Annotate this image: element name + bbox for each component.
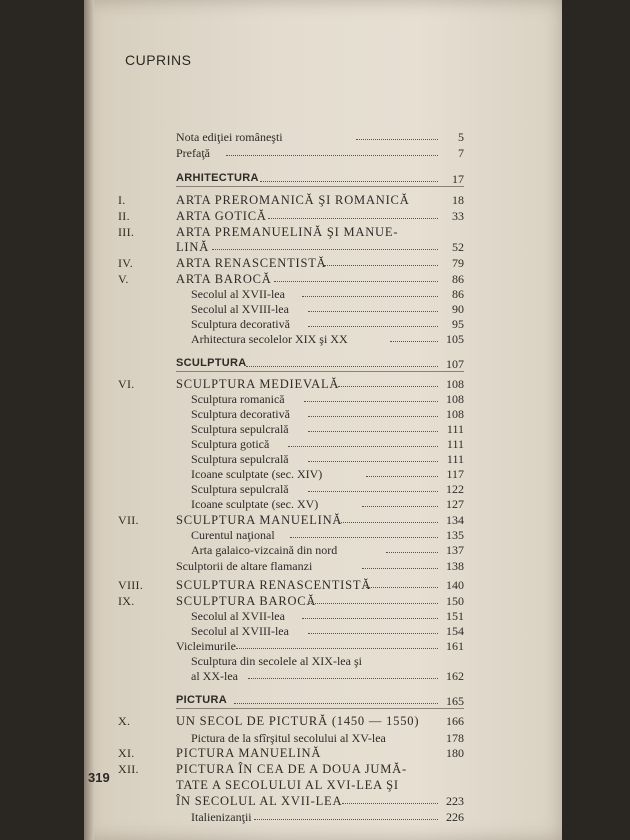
toc-entry (118, 609, 464, 625)
toc-leader-dots (308, 311, 438, 312)
toc-entry (118, 467, 464, 483)
toc-entry (118, 377, 464, 393)
toc-leader-dots (308, 461, 438, 462)
toc-leader-dots (338, 522, 438, 523)
toc-entry-page: 180 (446, 746, 464, 760)
toc-entry-label: Arhitectura secolelor XIX şi XX (191, 332, 348, 346)
toc-entry-page: 108 (446, 407, 464, 421)
toc-leader-dots (288, 446, 438, 447)
toc-entry-label: Italienizanţii (191, 810, 252, 824)
toc-entry-page: 165 (446, 694, 464, 708)
toc-leader-dots (304, 401, 438, 402)
toc-entry (118, 302, 464, 318)
toc-leader-dots (246, 366, 438, 367)
toc-entry-number: II. (118, 209, 130, 223)
toc-entry (118, 731, 464, 747)
toc-entry-label: SCULPTURA BAROCĂ (176, 594, 317, 608)
toc-entry-page: 140 (446, 578, 464, 592)
toc-leader-dots (226, 155, 438, 156)
toc-entry-label: al XX-lea (191, 669, 238, 683)
toc-leader-dots (308, 491, 438, 492)
toc-entry-label: Arta galaico-vizcaină din nord (191, 543, 338, 557)
toc-entry-label: Nota ediţiei româneşti (176, 130, 283, 144)
table-of-contents (118, 0, 464, 840)
toc-entry (118, 624, 464, 640)
toc-entry (118, 497, 464, 513)
toc-leader-dots (308, 431, 438, 432)
toc-entry (118, 669, 464, 685)
toc-entry (118, 209, 464, 225)
toc-entry-label: ARTA PREMANUELINĂ ŞI MANUE- (176, 225, 399, 239)
toc-entry-page: 52 (452, 240, 464, 254)
toc-entry-label: Vicleimurile (176, 639, 236, 653)
toc-entry (118, 193, 464, 209)
toc-entry-page: 134 (446, 513, 464, 527)
toc-leader-dots (212, 249, 438, 250)
toc-entry (118, 639, 464, 655)
toc-entry-page: 33 (452, 209, 464, 223)
toc-entry (118, 240, 464, 256)
toc-leader-dots (386, 552, 438, 553)
toc-leader-dots (268, 218, 438, 219)
toc-entry-number: VI. (118, 377, 135, 391)
book-gutter (84, 0, 94, 840)
toc-entry (118, 437, 464, 453)
toc-entry-page: 111 (446, 452, 464, 466)
toc-entry-page: 18 (452, 193, 464, 207)
toc-leader-dots (274, 281, 438, 282)
toc-entry-page: 105 (446, 332, 464, 346)
toc-entry-page: 5 (458, 130, 464, 144)
toc-entry-label: Sculptura sepulcrală (191, 452, 289, 466)
toc-leader-dots (254, 819, 438, 820)
toc-entry-number: VIII. (118, 578, 144, 592)
toc-entry-label: Sculptura din secolele al XIX-lea şi (191, 654, 362, 668)
toc-entry-label: Sculptura romanică (191, 392, 285, 406)
toc-entry-page: 86 (452, 272, 464, 286)
toc-entry-label: Sculptura decorativă (191, 407, 290, 421)
toc-leader-dots (302, 296, 438, 297)
toc-entry-label: PICTURA ÎN CEA DE A DOUA JUMĂ- (176, 762, 407, 776)
toc-leader-dots (308, 603, 438, 604)
toc-entry-label: SCULPTURA MEDIEVALĂ (176, 377, 340, 391)
toc-leader-dots (308, 326, 438, 327)
toc-leader-dots (338, 386, 438, 387)
toc-entry-label: ARHITECTURA (176, 172, 259, 184)
toc-entry (118, 778, 464, 794)
toc-entry-number: XI. (118, 746, 135, 760)
toc-entry-page: 111 (446, 422, 464, 436)
toc-entry (118, 513, 464, 529)
toc-leader-dots (308, 633, 438, 634)
toc-entry-number: I. (118, 193, 126, 207)
toc-entry (118, 317, 464, 333)
toc-entry-page: 151 (446, 609, 464, 623)
page-number: 319 (88, 770, 110, 785)
toc-entry (118, 714, 464, 730)
toc-entry-label: Secolul al XVII-lea (191, 287, 285, 301)
toc-leader-dots (362, 506, 438, 507)
toc-entry-page: 111 (446, 437, 464, 451)
toc-entry-label: TATE A SECOLULUI AL XVI-LEA ŞI (176, 778, 399, 792)
toc-entry (118, 407, 464, 423)
toc-entry (118, 482, 464, 498)
toc-leader-dots (362, 568, 438, 569)
toc-entry-page: 135 (446, 528, 464, 542)
toc-entry-label: UN SECOL DE PICTURĂ (1450 — 1550) (176, 714, 420, 728)
toc-entry-label: LINĂ (176, 240, 210, 254)
toc-entry-label: Prefaţă (176, 146, 210, 160)
toc-entry-page: 178 (446, 731, 464, 745)
toc-entry (118, 146, 464, 162)
toc-leader-dots (302, 618, 438, 619)
toc-entry-page: 127 (446, 497, 464, 511)
section-rule (176, 371, 464, 372)
toc-entry-page: 7 (458, 146, 464, 160)
toc-entry-page: 95 (452, 317, 464, 331)
toc-entry (118, 810, 464, 826)
toc-entry-number: XII. (118, 762, 139, 776)
toc-entry-label: Sculptorii de altare flamanzi (176, 559, 313, 573)
toc-entry-number: X. (118, 714, 131, 728)
toc-entry-label: Secolul al XVIII-lea (191, 302, 289, 316)
toc-entry-number: V. (118, 272, 129, 286)
toc-entry-page: 108 (446, 392, 464, 406)
toc-leader-dots (342, 803, 438, 804)
toc-entry-label: ÎN SECOLUL AL XVII-LEA (176, 794, 343, 808)
toc-entry-page: 90 (452, 302, 464, 316)
toc-entry (118, 332, 464, 348)
toc-entry-label: Sculptura sepulcrală (191, 482, 289, 496)
toc-entry-label: Sculptura gotică (191, 437, 270, 451)
toc-entry (118, 287, 464, 303)
section-rule (176, 186, 464, 187)
toc-entry (118, 559, 464, 575)
toc-entry-label: Icoane sculptate (sec. XV) (191, 497, 319, 511)
toc-entry (118, 594, 464, 610)
toc-entry (118, 452, 464, 468)
toc-entry (118, 794, 464, 810)
toc-entry-label: Secolul al XVII-lea (191, 609, 285, 623)
toc-entry-page: 138 (446, 559, 464, 573)
toc-entry-label: Pictura de la sfîrşitul secolului al XV-lea (191, 731, 386, 745)
toc-leader-dots (290, 537, 438, 538)
toc-entry-label: ARTA RENASCENTISTĂ (176, 256, 327, 270)
toc-entry-number: VII. (118, 513, 139, 527)
toc-entry-page: 150 (446, 594, 464, 608)
toc-entry-label: PICTURA (176, 694, 227, 706)
toc-entry-page: 161 (446, 639, 464, 653)
toc-leader-dots (356, 139, 438, 140)
toc-entry (118, 528, 464, 544)
toc-entry-page: 117 (446, 467, 464, 481)
toc-entry-label: Curentul naţional (191, 528, 275, 542)
toc-entry (118, 225, 464, 241)
toc-entry-page: 122 (446, 482, 464, 496)
toc-entry (118, 256, 464, 272)
toc-leader-dots (248, 678, 438, 679)
toc-leader-dots (366, 476, 438, 477)
toc-entry (118, 130, 464, 146)
toc-entry-label: Icoane sculptate (sec. XIV) (191, 467, 323, 481)
toc-entry-label: Secolul al XVIII-lea (191, 624, 289, 638)
toc-entry-label: SCULPTURA RENASCENTISTĂ (176, 578, 372, 592)
toc-entry-label: SCULPTURA MANUELINĂ (176, 513, 343, 527)
toc-leader-dots (366, 587, 438, 588)
toc-entry (118, 392, 464, 408)
toc-entry-page: 107 (446, 357, 464, 371)
page-heading: CUPRINS (125, 52, 192, 68)
toc-entry (118, 746, 464, 762)
toc-entry-page: 86 (452, 287, 464, 301)
section-rule (176, 708, 464, 709)
toc-entry-number: III. (118, 225, 135, 239)
toc-entry-label: ARTA PREROMANICĂ ŞI ROMANICĂ (176, 193, 410, 207)
toc-leader-dots (236, 648, 438, 649)
toc-entry (118, 422, 464, 438)
toc-entry (118, 762, 464, 778)
toc-entry-page: 154 (446, 624, 464, 638)
toc-entry-page: 223 (446, 794, 464, 808)
toc-leader-dots (308, 416, 438, 417)
toc-entry-label: PICTURA MANUELINĂ (176, 746, 322, 760)
toc-leader-dots (324, 265, 438, 266)
toc-entry-number: IX. (118, 594, 135, 608)
toc-leader-dots (234, 703, 438, 704)
toc-leader-dots (260, 181, 438, 182)
toc-entry-page: 108 (446, 377, 464, 391)
toc-entry-page: 79 (452, 256, 464, 270)
toc-entry-label: ARTA GOTICĂ (176, 209, 267, 223)
toc-entry-page: 17 (452, 172, 464, 186)
toc-entry-number: IV. (118, 256, 134, 270)
toc-entry-page: 162 (446, 669, 464, 683)
toc-entry (118, 272, 464, 288)
toc-entry-page: 226 (446, 810, 464, 824)
toc-entry (118, 578, 464, 594)
toc-entry (118, 654, 464, 670)
toc-entry (118, 543, 464, 559)
toc-entry-page: 166 (446, 714, 464, 728)
toc-entry-label: Sculptura decorativă (191, 317, 290, 331)
toc-entry-label: Sculptura sepulcrală (191, 422, 289, 436)
toc-entry-label: ARTA BAROCĂ (176, 272, 272, 286)
toc-entry-label: SCULPTURA (176, 357, 247, 369)
toc-entry-page: 137 (446, 543, 464, 557)
toc-leader-dots (390, 341, 438, 342)
